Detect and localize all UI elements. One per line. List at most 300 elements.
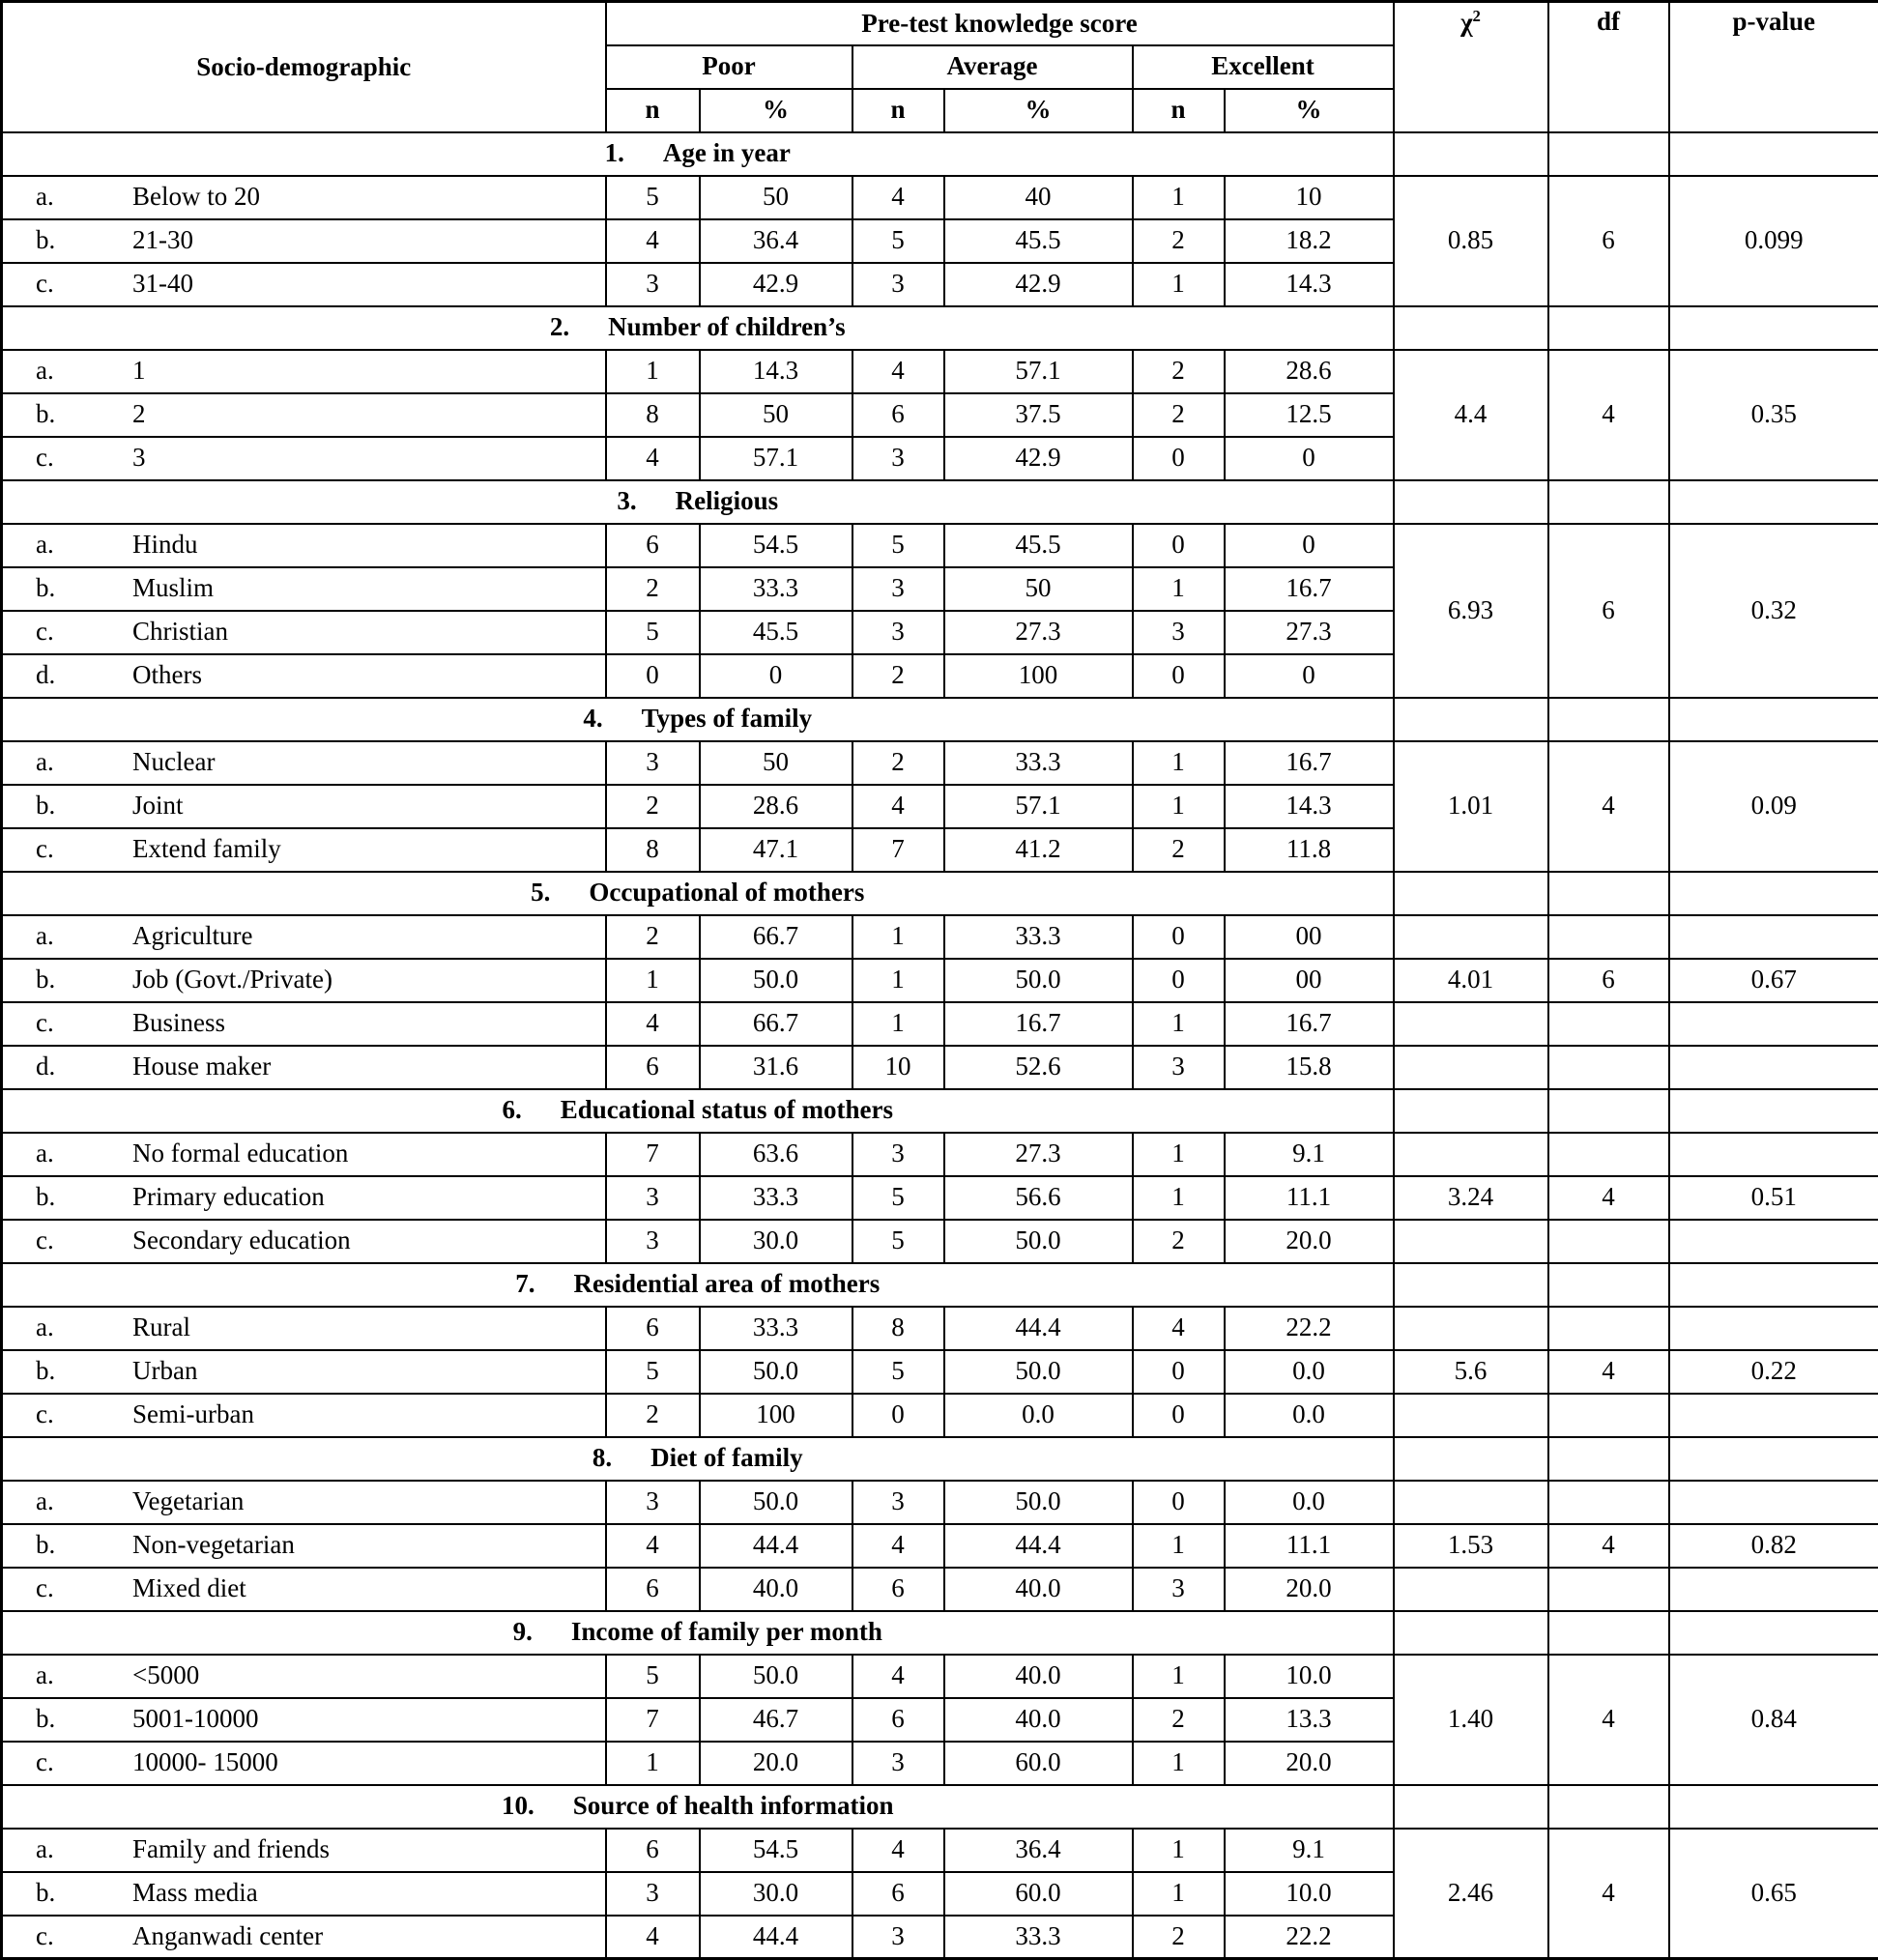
row-letter: c. bbox=[36, 443, 132, 473]
df-cell-empty bbox=[1548, 1089, 1669, 1133]
value-cell: 27.3 bbox=[944, 1133, 1133, 1176]
row-letter: d. bbox=[36, 660, 132, 690]
row-label-cell bbox=[2, 959, 606, 1002]
chi-square-cell: 1.01 bbox=[1394, 741, 1548, 872]
value-cell: 66.7 bbox=[700, 915, 852, 959]
value-cell: 50 bbox=[944, 567, 1133, 611]
value-cell: 60.0 bbox=[944, 1742, 1133, 1785]
section-row bbox=[2, 698, 1878, 741]
table-row bbox=[2, 524, 1878, 567]
section-title bbox=[2, 1089, 1394, 1133]
value-cell: 10.0 bbox=[1225, 1655, 1394, 1698]
section-number: 8. bbox=[592, 1443, 612, 1473]
value-cell: 50.0 bbox=[944, 1481, 1133, 1524]
value-cell: 3 bbox=[852, 437, 944, 480]
row-letter: c. bbox=[36, 1573, 132, 1603]
chi-exponent: 2 bbox=[1473, 7, 1481, 25]
row-label-cell bbox=[2, 437, 606, 480]
row-label: Hindu bbox=[132, 530, 198, 559]
value-cell: 11.1 bbox=[1225, 1176, 1394, 1220]
value-cell: 5 bbox=[852, 1350, 944, 1394]
value-cell: 45.5 bbox=[944, 219, 1133, 263]
value-cell: 6 bbox=[606, 1046, 700, 1089]
value-cell: 9.1 bbox=[1225, 1829, 1394, 1872]
value-cell: 40.0 bbox=[700, 1568, 852, 1611]
p-value-cell-empty bbox=[1669, 1785, 1878, 1829]
section-title bbox=[2, 872, 1394, 915]
section-row bbox=[2, 872, 1878, 915]
p-value-cell-empty bbox=[1669, 1133, 1878, 1176]
table-row bbox=[2, 1046, 1878, 1089]
row-letter: a. bbox=[36, 747, 132, 777]
value-cell: 33.3 bbox=[944, 741, 1133, 785]
value-cell: 14.3 bbox=[700, 350, 852, 393]
p-value-cell-empty bbox=[1669, 698, 1878, 741]
chi-square-cell: 1.53 bbox=[1394, 1524, 1548, 1568]
value-cell: 8 bbox=[606, 828, 700, 872]
value-cell: 4 bbox=[852, 176, 944, 219]
chi-square-cell-empty bbox=[1394, 1307, 1548, 1350]
section-number: 7. bbox=[515, 1269, 535, 1299]
p-value-cell-empty bbox=[1669, 1481, 1878, 1524]
value-cell: 2 bbox=[606, 785, 700, 828]
row-letter: a. bbox=[36, 182, 132, 212]
value-cell: 0 bbox=[1225, 437, 1394, 480]
row-letter: a. bbox=[36, 1139, 132, 1168]
value-cell: 5 bbox=[852, 1220, 944, 1263]
value-cell: 10 bbox=[852, 1046, 944, 1089]
table-row bbox=[2, 741, 1878, 785]
chi-square-cell: 5.6 bbox=[1394, 1350, 1548, 1394]
value-cell: 5 bbox=[852, 524, 944, 567]
value-cell: 100 bbox=[700, 1394, 852, 1437]
chi-square-cell: 4.4 bbox=[1394, 350, 1548, 480]
value-cell: 1 bbox=[1133, 1133, 1225, 1176]
row-label: Non-vegetarian bbox=[132, 1530, 295, 1559]
df-cell-empty bbox=[1548, 915, 1669, 959]
value-cell: 1 bbox=[1133, 1176, 1225, 1220]
row-letter: b. bbox=[36, 1530, 132, 1560]
value-cell: 20.0 bbox=[1225, 1742, 1394, 1785]
row-label: Extend family bbox=[132, 834, 281, 863]
value-cell: 2 bbox=[1133, 1916, 1225, 1959]
p-value-header: p-value bbox=[1669, 2, 1878, 132]
section-title-text: Residential area of mothers bbox=[574, 1269, 881, 1298]
table-row bbox=[2, 1002, 1878, 1046]
section-row bbox=[2, 306, 1878, 350]
value-cell: 0 bbox=[1133, 1394, 1225, 1437]
df-cell-empty bbox=[1548, 1611, 1669, 1655]
chi-square-cell-empty bbox=[1394, 480, 1548, 524]
df-cell-empty bbox=[1548, 306, 1669, 350]
chi-square-cell: 4.01 bbox=[1394, 959, 1548, 1002]
row-label-cell bbox=[2, 1046, 606, 1089]
row-letter: d. bbox=[36, 1052, 132, 1081]
value-cell: 30.0 bbox=[700, 1872, 852, 1916]
row-letter: b. bbox=[36, 573, 132, 603]
table-row bbox=[2, 1350, 1878, 1394]
value-cell: 40.0 bbox=[944, 1568, 1133, 1611]
p-value-cell-empty bbox=[1669, 872, 1878, 915]
row-label-cell bbox=[2, 1394, 606, 1437]
value-cell: 3 bbox=[852, 263, 944, 306]
row-letter: c. bbox=[36, 1399, 132, 1429]
value-cell: 3 bbox=[852, 1742, 944, 1785]
value-cell: 18.2 bbox=[1225, 219, 1394, 263]
value-cell: 50.0 bbox=[944, 1220, 1133, 1263]
value-cell: 2 bbox=[606, 1394, 700, 1437]
value-cell: 16.7 bbox=[1225, 741, 1394, 785]
value-cell: 3 bbox=[852, 567, 944, 611]
value-cell: 4 bbox=[852, 785, 944, 828]
row-label-cell bbox=[2, 1481, 606, 1524]
row-label: Semi-urban bbox=[132, 1399, 254, 1428]
value-cell: 1 bbox=[606, 959, 700, 1002]
value-cell: 20.0 bbox=[700, 1742, 852, 1785]
row-label-cell bbox=[2, 915, 606, 959]
section-title-text: Diet of family bbox=[650, 1443, 802, 1472]
row-label-cell bbox=[2, 1307, 606, 1350]
section-row bbox=[2, 1611, 1878, 1655]
row-letter: a. bbox=[36, 1834, 132, 1864]
value-cell: 1 bbox=[1133, 1742, 1225, 1785]
p-value-cell-empty bbox=[1669, 1307, 1878, 1350]
value-cell: 5 bbox=[606, 1350, 700, 1394]
value-cell: 4 bbox=[852, 1829, 944, 1872]
value-cell: 44.4 bbox=[700, 1524, 852, 1568]
value-cell: 14.3 bbox=[1225, 263, 1394, 306]
row-letter: a. bbox=[36, 1312, 132, 1342]
p-value-cell: 0.09 bbox=[1669, 741, 1878, 872]
value-cell: 50.0 bbox=[700, 959, 852, 1002]
value-cell: 1 bbox=[1133, 263, 1225, 306]
p-value-cell-empty bbox=[1669, 1089, 1878, 1133]
chi-square-cell: 0.85 bbox=[1394, 176, 1548, 306]
value-cell: 2 bbox=[1133, 1220, 1225, 1263]
value-cell: 5 bbox=[606, 1655, 700, 1698]
row-letter: a. bbox=[36, 530, 132, 560]
value-cell: 50.0 bbox=[944, 959, 1133, 1002]
table-row bbox=[2, 1524, 1878, 1568]
df-cell: 4 bbox=[1548, 1350, 1669, 1394]
value-cell: 5 bbox=[606, 611, 700, 654]
section-title bbox=[2, 1263, 1394, 1307]
value-cell: 3 bbox=[606, 741, 700, 785]
value-cell: 0 bbox=[1133, 437, 1225, 480]
p-value-cell: 0.67 bbox=[1669, 959, 1878, 1002]
chi-square-cell-empty bbox=[1394, 1220, 1548, 1263]
row-label-cell bbox=[2, 176, 606, 219]
table-row bbox=[2, 915, 1878, 959]
row-label-cell bbox=[2, 1872, 606, 1916]
df-cell-empty bbox=[1548, 1568, 1669, 1611]
value-cell: 22.2 bbox=[1225, 1916, 1394, 1959]
value-cell: 27.3 bbox=[944, 611, 1133, 654]
table-row bbox=[2, 1568, 1878, 1611]
value-cell: 16.7 bbox=[1225, 1002, 1394, 1046]
section-title-text: Religious bbox=[676, 486, 779, 515]
value-cell: 1 bbox=[606, 350, 700, 393]
value-cell: 11.1 bbox=[1225, 1524, 1394, 1568]
value-cell: 3 bbox=[606, 263, 700, 306]
df-cell-empty bbox=[1548, 1437, 1669, 1481]
row-label-cell bbox=[2, 219, 606, 263]
value-cell: 40 bbox=[944, 176, 1133, 219]
row-label: Urban bbox=[132, 1356, 197, 1385]
p-value-cell-empty bbox=[1669, 1394, 1878, 1437]
header-row-1 bbox=[2, 2, 1878, 45]
row-label: Mass media bbox=[132, 1878, 258, 1907]
value-cell: 0 bbox=[1133, 1350, 1225, 1394]
value-cell: 100 bbox=[944, 654, 1133, 698]
value-cell: 50 bbox=[700, 741, 852, 785]
value-cell: 30.0 bbox=[700, 1220, 852, 1263]
excellent-pct-header: % bbox=[1225, 89, 1394, 132]
average-n-header: n bbox=[852, 89, 944, 132]
row-label: Family and friends bbox=[132, 1834, 330, 1863]
row-label-cell bbox=[2, 1176, 606, 1220]
value-cell: 1 bbox=[852, 959, 944, 1002]
row-label: Muslim bbox=[132, 573, 214, 602]
row-label: Agriculture bbox=[132, 921, 252, 950]
value-cell: 33.3 bbox=[944, 1916, 1133, 1959]
value-cell: 57.1 bbox=[700, 437, 852, 480]
chi-square-cell: 3.24 bbox=[1394, 1176, 1548, 1220]
p-value-cell-empty bbox=[1669, 1046, 1878, 1089]
value-cell: 6 bbox=[852, 1872, 944, 1916]
value-cell: 4 bbox=[606, 219, 700, 263]
value-cell: 1 bbox=[1133, 1524, 1225, 1568]
value-cell: 46.7 bbox=[700, 1698, 852, 1742]
df-cell: 4 bbox=[1548, 741, 1669, 872]
value-cell: 6 bbox=[606, 1568, 700, 1611]
chi-square-cell: 2.46 bbox=[1394, 1829, 1548, 1959]
row-letter: c. bbox=[36, 834, 132, 864]
value-cell: 40.0 bbox=[944, 1698, 1133, 1742]
row-label-cell bbox=[2, 1524, 606, 1568]
row-letter: b. bbox=[36, 1878, 132, 1908]
row-letter: b. bbox=[36, 1182, 132, 1212]
value-cell: 4 bbox=[606, 1916, 700, 1959]
p-value-cell-empty bbox=[1669, 1568, 1878, 1611]
value-cell: 7 bbox=[606, 1698, 700, 1742]
value-cell: 3 bbox=[606, 1176, 700, 1220]
section-title bbox=[2, 698, 1394, 741]
row-label-cell bbox=[2, 1655, 606, 1698]
table-row bbox=[2, 1481, 1878, 1524]
value-cell: 0 bbox=[1133, 1481, 1225, 1524]
section-number: 5. bbox=[531, 878, 550, 908]
row-label-cell bbox=[2, 1002, 606, 1046]
df-cell-empty bbox=[1548, 1133, 1669, 1176]
p-value-cell: 0.32 bbox=[1669, 524, 1878, 698]
value-cell: 42.9 bbox=[944, 263, 1133, 306]
chi-square-cell-empty bbox=[1394, 872, 1548, 915]
chi-square-cell-empty bbox=[1394, 306, 1548, 350]
df-cell-empty bbox=[1548, 1481, 1669, 1524]
row-label-cell bbox=[2, 828, 606, 872]
value-cell: 50 bbox=[700, 393, 852, 437]
table-row bbox=[2, 1307, 1878, 1350]
df-cell-empty bbox=[1548, 698, 1669, 741]
df-cell: 4 bbox=[1548, 1829, 1669, 1959]
df-cell-empty bbox=[1548, 132, 1669, 176]
value-cell: 3 bbox=[606, 1872, 700, 1916]
value-cell: 0 bbox=[1133, 524, 1225, 567]
section-row bbox=[2, 1785, 1878, 1829]
value-cell: 1 bbox=[1133, 1829, 1225, 1872]
p-value-cell: 0.22 bbox=[1669, 1350, 1878, 1394]
value-cell: 22.2 bbox=[1225, 1307, 1394, 1350]
value-cell: 57.1 bbox=[944, 350, 1133, 393]
row-label: Rural bbox=[132, 1312, 190, 1341]
p-value-cell: 0.099 bbox=[1669, 176, 1878, 306]
row-label: House maker bbox=[132, 1052, 271, 1081]
value-cell: 16.7 bbox=[1225, 567, 1394, 611]
df-cell: 6 bbox=[1548, 524, 1669, 698]
df-cell-empty bbox=[1548, 1394, 1669, 1437]
average-pct-header: % bbox=[944, 89, 1133, 132]
row-label-cell bbox=[2, 567, 606, 611]
row-label: 21-30 bbox=[132, 225, 193, 254]
value-cell: 45.5 bbox=[700, 611, 852, 654]
value-cell: 10 bbox=[1225, 176, 1394, 219]
chi-square-cell: 1.40 bbox=[1394, 1655, 1548, 1785]
value-cell: 0 bbox=[1225, 524, 1394, 567]
socio-demographic-header: Socio-demographic bbox=[2, 2, 606, 132]
value-cell: 33.3 bbox=[944, 915, 1133, 959]
value-cell: 0.0 bbox=[1225, 1481, 1394, 1524]
p-value-cell-empty bbox=[1669, 1437, 1878, 1481]
value-cell: 1 bbox=[1133, 741, 1225, 785]
row-letter: c. bbox=[36, 269, 132, 299]
row-label: Primary education bbox=[132, 1182, 325, 1211]
value-cell: 2 bbox=[1133, 393, 1225, 437]
row-label: 3 bbox=[132, 443, 146, 472]
chi-square-cell-empty bbox=[1394, 1611, 1548, 1655]
value-cell: 20.0 bbox=[1225, 1568, 1394, 1611]
row-label-cell bbox=[2, 1742, 606, 1785]
value-cell: 20.0 bbox=[1225, 1220, 1394, 1263]
chi-square-cell-empty bbox=[1394, 698, 1548, 741]
value-cell: 44.4 bbox=[944, 1307, 1133, 1350]
chi-square-cell-empty bbox=[1394, 132, 1548, 176]
section-number: 9. bbox=[513, 1617, 533, 1647]
row-label-cell bbox=[2, 785, 606, 828]
row-label: No formal education bbox=[132, 1139, 348, 1167]
value-cell: 6 bbox=[606, 1307, 700, 1350]
value-cell: 0 bbox=[852, 1394, 944, 1437]
row-letter: a. bbox=[36, 356, 132, 386]
value-cell: 60.0 bbox=[944, 1872, 1133, 1916]
table-body bbox=[2, 132, 1878, 1959]
value-cell: 2 bbox=[852, 741, 944, 785]
value-cell: 54.5 bbox=[700, 1829, 852, 1872]
row-label: 31-40 bbox=[132, 269, 193, 298]
df-cell-empty bbox=[1548, 480, 1669, 524]
df-cell-empty bbox=[1548, 1220, 1669, 1263]
value-cell: 37.5 bbox=[944, 393, 1133, 437]
row-label-cell bbox=[2, 1568, 606, 1611]
value-cell: 9.1 bbox=[1225, 1133, 1394, 1176]
row-letter: c. bbox=[36, 617, 132, 647]
chi-square-cell: 6.93 bbox=[1394, 524, 1548, 698]
section-title bbox=[2, 1785, 1394, 1829]
row-label: Others bbox=[132, 660, 202, 689]
value-cell: 3 bbox=[606, 1220, 700, 1263]
row-letter: b. bbox=[36, 1356, 132, 1386]
value-cell: 6 bbox=[606, 1829, 700, 1872]
df-cell-empty bbox=[1548, 1263, 1669, 1307]
row-label: Business bbox=[132, 1008, 225, 1037]
p-value-cell-empty bbox=[1669, 132, 1878, 176]
table-row bbox=[2, 176, 1878, 219]
value-cell: 11.8 bbox=[1225, 828, 1394, 872]
value-cell: 7 bbox=[852, 828, 944, 872]
row-label-cell bbox=[2, 393, 606, 437]
section-number: 3. bbox=[617, 486, 636, 516]
value-cell: 1 bbox=[1133, 1655, 1225, 1698]
value-cell: 2 bbox=[1133, 350, 1225, 393]
value-cell: 0 bbox=[606, 654, 700, 698]
df-cell-empty bbox=[1548, 1307, 1669, 1350]
row-label: Anganwadi center bbox=[132, 1921, 323, 1950]
section-title-text: Source of health information bbox=[573, 1791, 894, 1820]
value-cell: 0.0 bbox=[944, 1394, 1133, 1437]
p-value-cell-empty bbox=[1669, 1263, 1878, 1307]
section-number: 1. bbox=[605, 138, 624, 168]
value-cell: 8 bbox=[852, 1307, 944, 1350]
section-row bbox=[2, 480, 1878, 524]
value-cell: 4 bbox=[606, 1524, 700, 1568]
df-cell: 4 bbox=[1548, 1655, 1669, 1785]
value-cell: 1 bbox=[852, 915, 944, 959]
poor-n-header: n bbox=[606, 89, 700, 132]
value-cell: 0 bbox=[1133, 915, 1225, 959]
value-cell: 1 bbox=[606, 1742, 700, 1785]
row-letter: c. bbox=[36, 1008, 132, 1038]
section-number: 2. bbox=[550, 312, 569, 342]
section-title-text: Educational status of mothers bbox=[561, 1095, 893, 1124]
section-title bbox=[2, 306, 1394, 350]
value-cell: 45.5 bbox=[944, 524, 1133, 567]
row-letter: c. bbox=[36, 1921, 132, 1951]
value-cell: 3 bbox=[852, 1916, 944, 1959]
value-cell: 15.8 bbox=[1225, 1046, 1394, 1089]
value-cell: 47.1 bbox=[700, 828, 852, 872]
df-cell-empty bbox=[1548, 1046, 1669, 1089]
p-value-cell: 0.65 bbox=[1669, 1829, 1878, 1959]
value-cell: 42.9 bbox=[700, 263, 852, 306]
section-row bbox=[2, 1437, 1878, 1481]
section-row bbox=[2, 1263, 1878, 1307]
value-cell: 28.6 bbox=[700, 785, 852, 828]
value-cell: 50.0 bbox=[700, 1481, 852, 1524]
excellent-n-header: n bbox=[1133, 89, 1225, 132]
value-cell: 1 bbox=[852, 1002, 944, 1046]
p-value-cell: 0.51 bbox=[1669, 1176, 1878, 1220]
section-title-text: Age in year bbox=[663, 138, 791, 167]
section-number: 6. bbox=[502, 1095, 521, 1125]
value-cell: 2 bbox=[852, 654, 944, 698]
row-label: 1 bbox=[132, 356, 146, 385]
value-cell: 31.6 bbox=[700, 1046, 852, 1089]
value-cell: 4 bbox=[852, 1524, 944, 1568]
row-label-cell bbox=[2, 1220, 606, 1263]
value-cell: 40.0 bbox=[944, 1655, 1133, 1698]
table-header bbox=[2, 2, 1878, 132]
pretest-score-header: Pre-test knowledge score bbox=[606, 2, 1394, 45]
